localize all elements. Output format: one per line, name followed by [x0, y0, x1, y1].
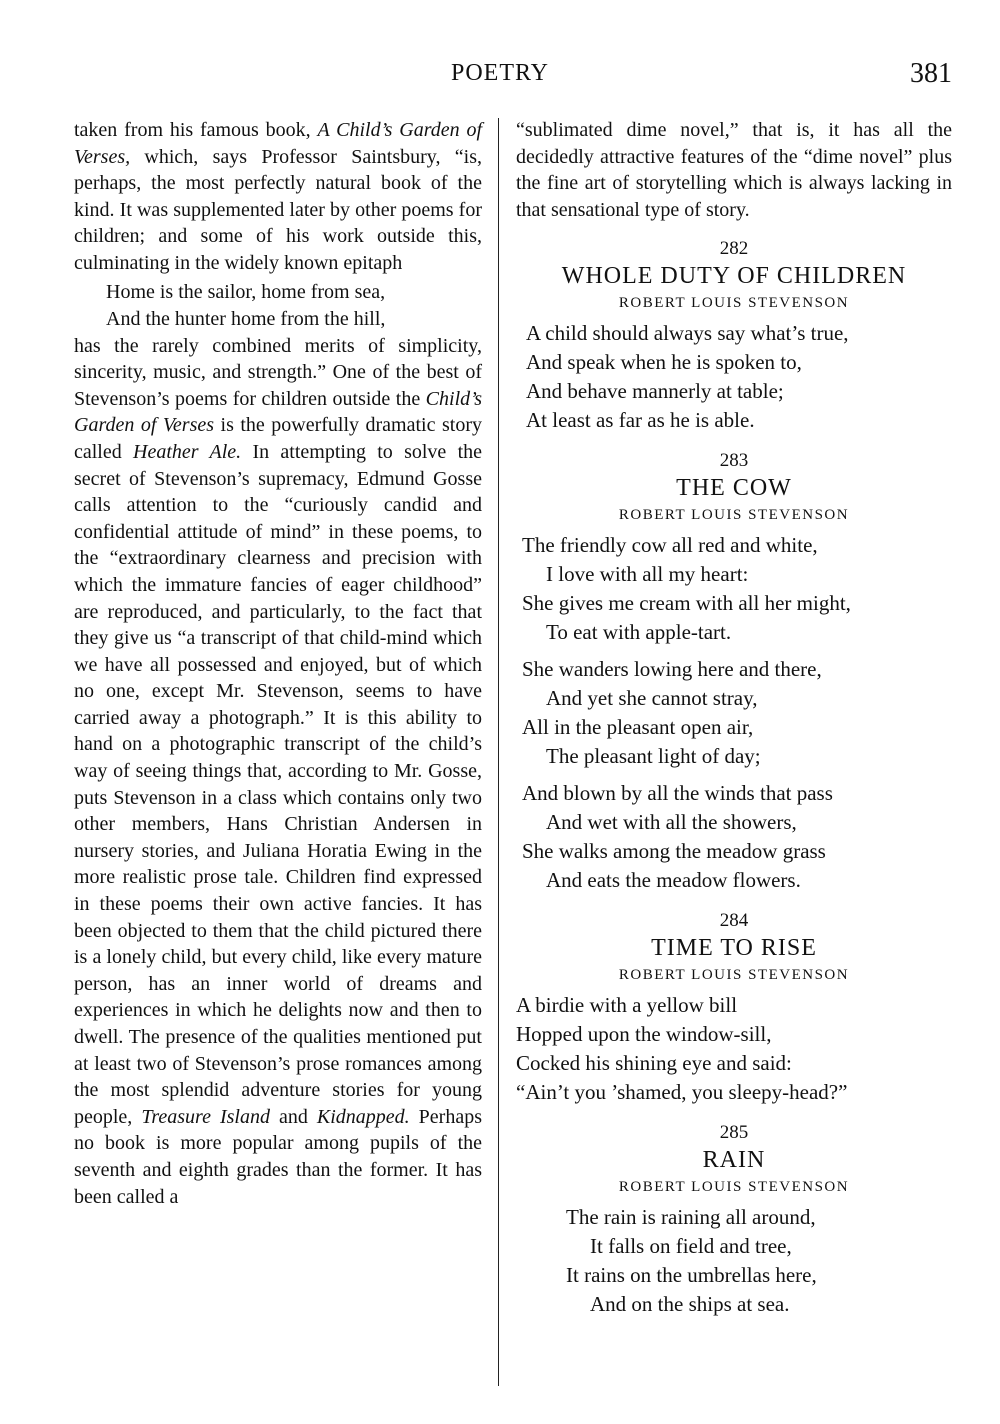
left-column — [74, 117, 482, 1210]
poem-number: 282 — [719, 238, 749, 260]
column-divider — [498, 118, 499, 1386]
poem-author: ROBERT LOUIS STEVENSON — [618, 1179, 850, 1196]
poem-number: 284 — [719, 910, 749, 932]
poem-line: And behave mannerly at table; — [526, 379, 784, 404]
poem-stanza — [516, 319, 952, 435]
poem-title: RAIN — [702, 1147, 766, 1174]
poem-line: And wet with all the showers, — [546, 810, 797, 835]
poem-line: Hopped upon the window-sill, — [516, 1022, 772, 1047]
paragraph-2: has the rarely combined merits of simplicity, sincerity, music, and strength.” One of the best of Stevenson’s poems for children outside the Child’s Garden of Verses is the powerfully dramatic story called Heather Ale. In attempting to solve the secret of Stevenson’s supremacy, Edmund Gosse calls attention to the “curiously candid and confidential attitude of mind” in these poems, to the “extraordinary clearness and precision with which the immature fancies of eager childhood” are reproduced, and particularly, to the fact that they give us “a transcript of that child-mind which we have all possessed and enjoyed, but of which no one, except Mr. Stevenson, seems to have carried away a photograph.” It is this ability to hand on a photographic transcript of the child’s way of seeing things that, according to Mr. Gosse, puts Stevenson in a class which contains only two other members, Hans Christian Andersen in nursery stories, and Juliana Horatia Ewing in the more realistic prose tale. Children find expressed in these poems their own active fancies. It has been objected to them that the child pictured there is a lonely child, but every child, like every mature person, has an inner world of dreams and experiences in which he delights now and then to dwell. The presence of the qualities mentioned put at least two of Stevenson’s prose romances among the most splendid adventure stories for young people, Treasure Island and Kidnapped. Perhaps no book is more popular among pupils of the seventh and eighth grades than the former. It has been called a — [74, 334, 483, 1208]
poem-line: All in the pleasant open air, — [522, 715, 754, 740]
poem-author: ROBERT LOUIS STEVENSON — [618, 295, 850, 312]
poem-line: She gives me cream with all her might, — [522, 591, 851, 616]
paragraph-1: taken from his famous book, A Child’s Garden of Verses, which, says Professor Saintsbury, “is, perhaps, the most perfectly natural book of the kind. It was supplemented later by other poems for children; and some of his work outside this, culminating in the widely known epitaph — [74, 119, 482, 274]
poem-line: She wanders lowing here and there, — [522, 657, 822, 682]
poem-line: To eat with apple-tart. — [546, 620, 732, 645]
poem-stanza — [516, 531, 952, 647]
poem-number: 283 — [719, 450, 749, 472]
poem-line: It falls on field and tree, — [590, 1234, 792, 1259]
poem-line: And yet she cannot stray, — [546, 686, 758, 711]
poem-title: TIME TO RISE — [651, 935, 817, 962]
book-title-italic: A Child’s Garden of Verses, — [74, 119, 482, 168]
poem-rain — [516, 1121, 952, 1319]
poem-title: WHOLE DUTY OF CHILDREN — [561, 263, 907, 290]
poem-line: I love with all my heart: — [546, 562, 749, 587]
poem-stanza — [516, 779, 952, 895]
running-header: POETRY — [450, 60, 549, 86]
intro-paragraph: “sublimated dime novel,” that is, it has all the decidedly attractive features of the “dime novel” plus the fine art of storytelling which is always lacking in that sensational type of story. — [516, 119, 952, 221]
poem-stanza — [516, 1203, 952, 1319]
poem-line: A child should always say what’s true, — [526, 321, 849, 346]
poem-line: The rain is raining all around, — [566, 1205, 816, 1230]
right-column — [516, 117, 952, 1327]
poem-line: She walks among the meadow grass — [522, 839, 826, 864]
poem-line: At least as far as he is able. — [526, 408, 755, 433]
poem-line: The friendly cow all red and white, — [522, 533, 818, 558]
epitaph-line: And the hunter home from the hill, — [106, 307, 386, 330]
poem-line: And on the ships at sea. — [590, 1292, 790, 1317]
epitaph-quote — [106, 279, 482, 333]
poem-line: A birdie with a yellow bill — [516, 993, 738, 1018]
epitaph-line: Home is the sailor, home from sea, — [106, 280, 386, 303]
poem-stanza — [516, 655, 952, 771]
poem-line: Cocked his shining eye and said: — [516, 1051, 792, 1076]
page-number: 381 — [910, 58, 952, 89]
poem-stanza — [516, 991, 952, 1107]
poem-title: THE COW — [676, 475, 792, 502]
poem-author: ROBERT LOUIS STEVENSON — [618, 507, 850, 524]
poem-line: And speak when he is spoken to, — [526, 350, 802, 375]
poem-line: And eats the meadow flowers. — [546, 868, 801, 893]
poem-line: The pleasant light of day; — [546, 744, 761, 769]
poem-number: 285 — [719, 1122, 749, 1144]
poem-line: “Ain’t you ’shamed, you sleepy-head?” — [516, 1080, 848, 1105]
poem-line: It rains on the umbrellas here, — [566, 1263, 817, 1288]
poem-line: And blown by all the winds that pass — [522, 781, 833, 806]
poem-author: ROBERT LOUIS STEVENSON — [618, 967, 850, 984]
